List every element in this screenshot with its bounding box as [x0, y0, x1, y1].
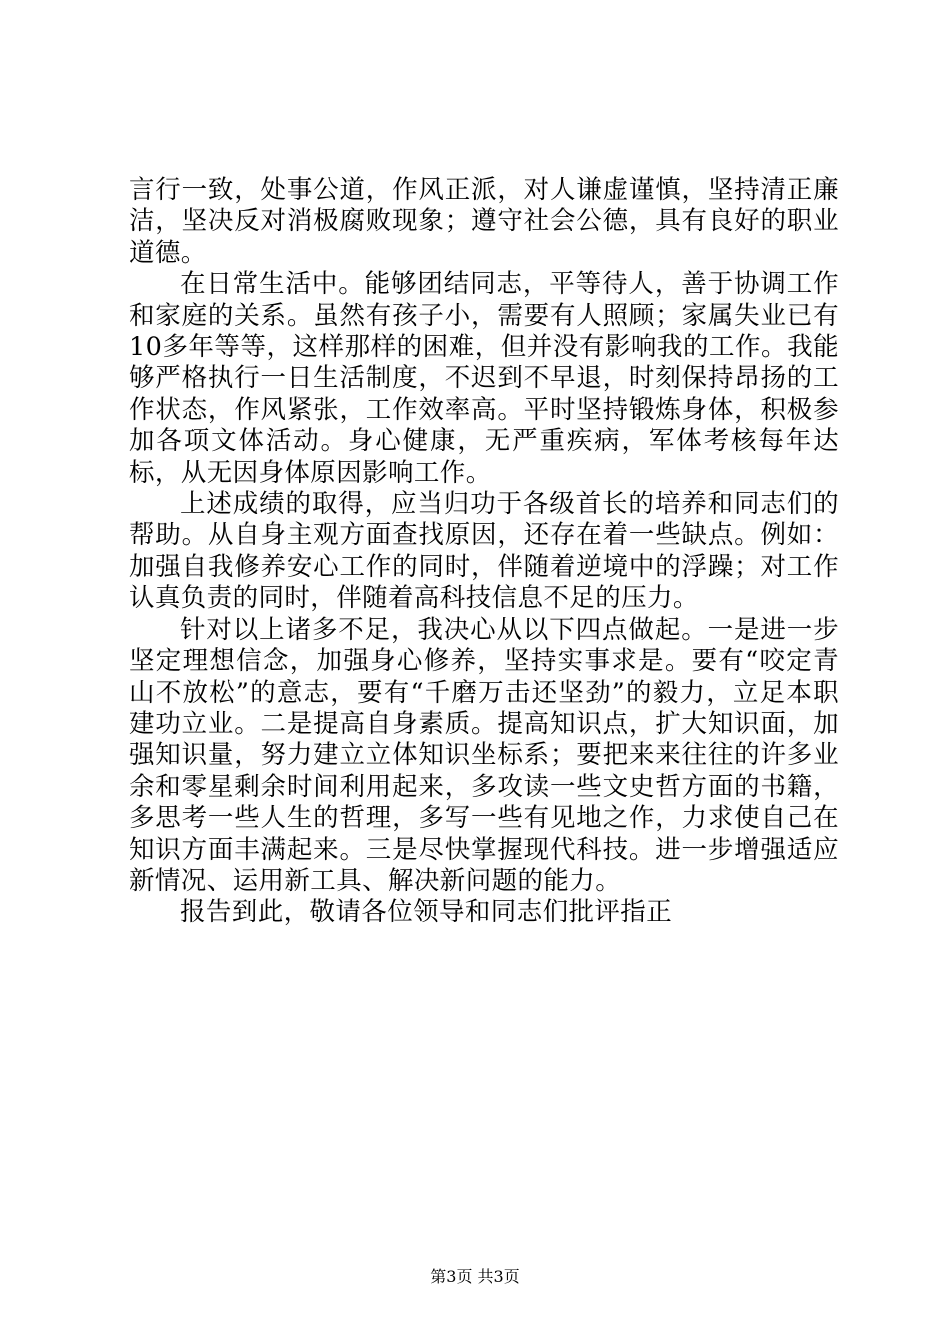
- paragraph-closing: 报告到此，敬请各位领导和同志们批评指正: [180, 897, 673, 928]
- paragraph-continuation: 言行一致，处事公道，作风正派，对人谦虚谨慎，坚持清正廉洁，坚决反对消极腐败现象；遵守社会公德，具有良好的职业道德。: [129, 175, 839, 268]
- document-body: [129, 175, 839, 929]
- paragraph-shortcomings: 上述成绩的取得，应当归功于各级首长的培养和同志们的帮助。从自身主观方面查找原因，还存在着一些缺点。例如：加强自我修养安心工作的同时，伴随着逆境中的浮躁；对工作认真负责的同时，伴随着高科技信息不足的压力。: [129, 489, 839, 614]
- page-number-footer: 第3页 共3页: [430, 1267, 520, 1286]
- paragraph-improvement-plan: 针对以上诸多不足，我决心从以下四点做起。一是进一步坚定理想信念，加强身心修养，坚持实事求是。要有“咬定青山不放松”的意志，要有“千磨万击还坚劲”的毅力，立足本职建功立业。二是提高自身素质。提高知识点，扩大知识面，加强知识量，努力建立立体知识坐标系；要把来来往往的许多业余和零星剩余时间利用起来，多攻读一些文史哲方面的书籍，多思考一些人生的哲理，多写一些有见地之作，力求使自己在知识方面丰满起来。三是尽快掌握现代科技。进一步增强适应新情况、运用新工具、解决新问题的能力。: [129, 614, 839, 896]
- paragraph-daily-life: 在日常生活中。能够团结同志，平等待人，善于协调工作和家庭的关系。虽然有孩子小，需要有人照顾；家属失业已有10多年等等，这样那样的困难，但并没有影响我的工作。我能够严格执行一日生活制度，不迟到不早退，时刻保持昂扬的工作状态，作风紧张，工作效率高。平时坚持锻炼身体，积极参加各项文体活动。身心健康，无严重疾病，军体考核每年达标，从无因身体原因影响工作。: [129, 269, 839, 488]
